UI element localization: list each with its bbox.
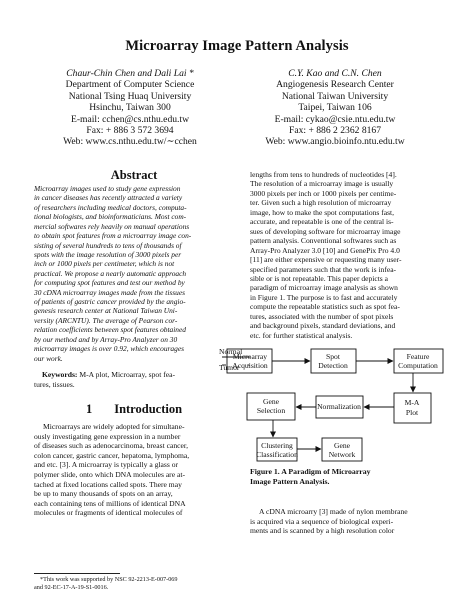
- abstract-line: relation coefficients between spot features obtained: [34, 325, 186, 335]
- body-line: [11] are either expensive or requesting many user-: [250, 255, 402, 265]
- body-line: pattern analysis. Conventional softwares such as: [250, 236, 397, 246]
- abstract-line: tional biologists, and bioinformaticians. Most com-: [34, 212, 187, 222]
- intro-line: polymer slide, onto which DNA molecules are at-: [34, 469, 185, 479]
- introduction-body: [34, 422, 236, 518]
- author-fax-right: Fax: + 886 2 2362 8167: [288, 125, 382, 137]
- body-line: A cDNA microarry [3] made of nylon membrane: [259, 507, 408, 516]
- box-gene-text: Selection: [256, 406, 286, 415]
- footnote-rule: [34, 573, 120, 574]
- body-line: in Figure 1. The purpose is to fast and accurately: [250, 292, 398, 302]
- body-line: Array-Pro Analyzer 3.0 [10] and GenePix Pro 4.0: [250, 245, 400, 255]
- box-gene-text: Gene: [262, 397, 280, 406]
- intro-line: be up to many thousands of spots on an array,: [34, 489, 173, 499]
- body-line: sible or is not repeatable. This paper depicts a: [250, 273, 388, 283]
- intro-line: Microarrays are widely adopted for simultane-: [43, 422, 185, 431]
- figure-paradigm-diagram: [218, 342, 448, 464]
- intro-line: ously investigating gene expression in a number: [34, 431, 181, 441]
- abstract-line: 30 cDNA microarray images made from the tissues: [34, 287, 186, 297]
- box-ma-text: Plot: [405, 408, 419, 417]
- author-web-right: Web: www.angio.bioinfo.ntu.edu.tw: [265, 136, 405, 148]
- caption-line: Figure 1. A Paradigm of Microarray: [250, 467, 371, 476]
- abstract-body: [34, 184, 236, 363]
- body-line: etc. for further statistical analysis.: [250, 330, 353, 340]
- author-email-right: E-mail: cykao@csie.ntu.edu.tw: [274, 113, 396, 125]
- box-network-text: Network: [328, 450, 356, 459]
- body-line: 3000 pixels per inch or 1000 pixels per centime-: [250, 188, 397, 198]
- author-block-right: [245, 68, 425, 148]
- box-ma-text: M-A: [404, 398, 420, 407]
- section-number: 1: [85, 402, 93, 416]
- body-line: is acquired via a sequence of biological experi-: [250, 516, 394, 526]
- abstract-line: for computing spot features and test our method by: [34, 278, 185, 288]
- footnote: [34, 576, 238, 591]
- intro-line: tached at fixed locations called spots. There may: [34, 479, 182, 489]
- box-network-text: Gene: [333, 441, 351, 450]
- box-acq-text: Microarray: [232, 352, 268, 361]
- intro-line: and etc. [3]. A microarray is typically a glass or: [34, 460, 179, 470]
- intro-line: molecules or fragments of identical molecules of: [34, 508, 183, 518]
- intro-line: each containing tens of millions of identical DNA: [34, 498, 186, 508]
- author-web-left: Web: www.cs.nthu.edu.tw/∼cchen: [63, 136, 197, 148]
- author-dept-right: Angiogenesis Research Center: [276, 79, 394, 91]
- body-line: paradigm of microarray image analysis as shown: [250, 283, 398, 293]
- right-column-bottom: [250, 507, 445, 536]
- author-names-right: C.Y. Kao and C.N. Chen: [288, 68, 382, 79]
- abstract-line: Microarray images used to study gene expression: [34, 184, 181, 193]
- body-line: lengths from tens to hundreds of nucleotides [4].: [250, 170, 397, 179]
- box-feature-text: Feature: [406, 352, 430, 361]
- keywords: [34, 370, 236, 389]
- box-spot-text: Spot: [326, 352, 340, 361]
- body-line: tures, associated with the number of spot pixels: [250, 311, 394, 321]
- footnote-line: *This work was supported by NSC 92-2213-E-007-069: [40, 576, 178, 583]
- abstract-line: our work.: [34, 353, 63, 363]
- body-line: sues of developing software for microarray image: [250, 226, 401, 236]
- abstract-line: versity (ARCNTU). The average of Pearson cor-: [34, 315, 178, 325]
- abstract-line: practical. We propose a nearly automatic approach: [34, 268, 187, 278]
- keywords-text: M-A plot, Microarray, spot fea-: [77, 370, 176, 379]
- footnote-line: and 92-EC-17-A-19-S1-0016.: [34, 583, 109, 591]
- paper-title: Microarray Image Pattern Analysis: [125, 38, 349, 54]
- abstract-line: mercial softwares rely heavily on manual operations: [34, 221, 190, 231]
- section-title: Introduction: [114, 402, 183, 416]
- abstract-line: by our method and by Array-Pro Analyzer on 30: [34, 334, 178, 344]
- section-heading-introduction: [34, 402, 234, 417]
- author-fax-left: Fax: + 886 3 572 3694: [86, 125, 174, 137]
- abstract-line: spots with the image resolution of 3000 pixels per: [34, 249, 182, 259]
- box-feature-text: Computation: [398, 361, 438, 370]
- author-city-left: Hsinchu, Taiwan 300: [89, 102, 171, 114]
- box-acq-text: Acquisition: [232, 361, 268, 370]
- author-email-left: E-mail: cchen@cs.nthu.edu.tw: [70, 113, 190, 125]
- body-line: ter. Given such a high resolution of microarray: [250, 198, 392, 208]
- body-line: The resolution of a microarray image is usually: [250, 179, 394, 189]
- keywords-text-cont: tures, tissues.: [34, 379, 75, 389]
- keywords-label: Keywords:: [42, 370, 78, 379]
- abstract-line: inch or 1000 pixels per centimeter, which is not: [34, 259, 175, 269]
- abstract-line: to obtain spot features from a microarray image con-: [34, 231, 192, 241]
- body-line: image, how to make the spot computations fast,: [250, 207, 394, 217]
- intro-line: of diseases such as adenocarcinoma, breast cancer,: [34, 441, 189, 451]
- body-line: and background pixels, standard deviations, and: [250, 321, 396, 331]
- author-univ-right: National Taiwan University: [281, 90, 389, 102]
- abstract-line: microarray images is over 0.92, which encourages: [34, 344, 184, 354]
- author-city-right: Taipei, Taiwan 106: [298, 102, 372, 114]
- body-line: specified parameters such that the work is infea-: [250, 264, 397, 274]
- abstract-line: of researchers including medical doctors, computa-: [34, 202, 187, 212]
- author-univ-left: National Tsing Huaq University: [68, 90, 192, 102]
- intro-line: colon cancer, gastric cancer, hepatoma, lymphoma,: [34, 450, 190, 460]
- body-line: ments and is scanned by a high resolution color: [250, 526, 395, 536]
- label-tumor: Tumor: [219, 363, 240, 372]
- abstract-line: sisting of several hundreds to tens of thousands of: [34, 240, 182, 250]
- box-normalization-text: Normalization: [317, 402, 361, 411]
- abstract-line: in cancer diseases has recently attracted a variety: [34, 193, 183, 203]
- body-line: accurate, and repeatable is one of the central is-: [250, 217, 394, 227]
- box-spot-text: Detection: [318, 361, 348, 370]
- abstract-line: of patients of gastric cancer provided by the angio-: [34, 297, 186, 307]
- abstract-line: genesis research center at National Taiwan Uni-: [34, 306, 178, 316]
- caption-line: Image Pattern Analysis.: [250, 476, 330, 486]
- box-clustering-text: Classification: [256, 450, 298, 459]
- label-normal: Normal: [219, 347, 243, 356]
- figure-caption: [250, 467, 445, 486]
- author-dept-left: Department of Computer Science: [65, 79, 195, 91]
- body-line: compute the repeatable statistics such as spot fea-: [250, 302, 400, 312]
- abstract-heading: Abstract: [110, 168, 158, 182]
- author-names-left: Chaur-Chin Chen and Dali Lai *: [66, 68, 194, 79]
- box-clustering-text: Clustering: [261, 441, 293, 450]
- author-block-left: [40, 68, 220, 148]
- right-column-body: [250, 170, 445, 340]
